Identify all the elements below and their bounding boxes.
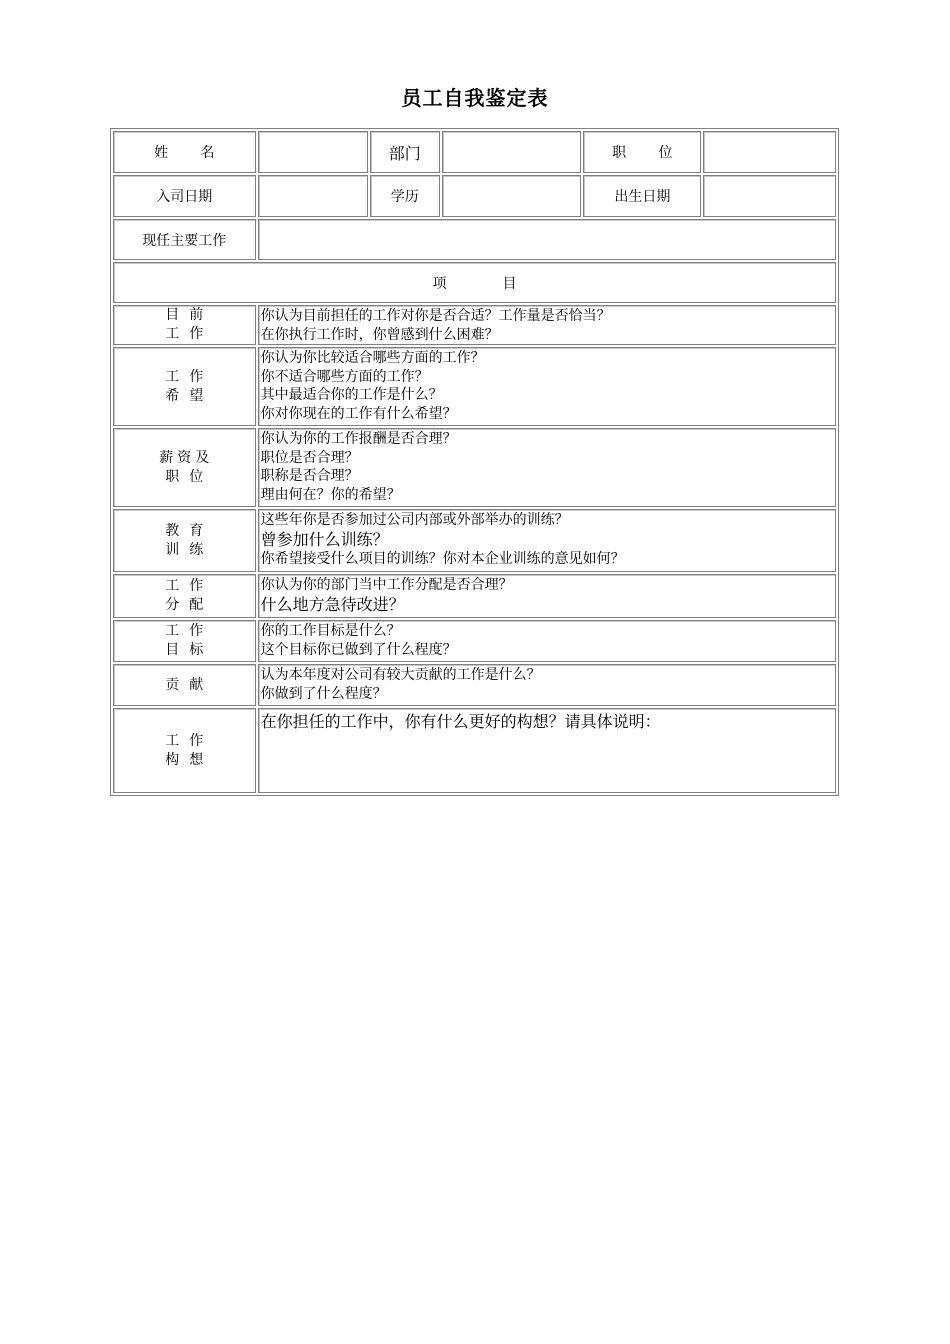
education-field[interactable] (442, 175, 582, 217)
question-text: 这个目标你已做到了什么程度？ (260, 641, 457, 658)
section-label-line2: 构想 (165, 751, 214, 768)
row-basic-info-2 (113, 175, 836, 217)
section-label-line2: 目标 (165, 642, 214, 658)
section-label-line1: 薪资及 (159, 449, 214, 466)
row-basic-info-1 (113, 131, 836, 173)
question-text: 你认为你的部门当中工作分配是否合理？ (260, 577, 513, 593)
question-text: 你认为你比较适合哪些方面的工作？ (260, 350, 485, 366)
section-row-work-hope (113, 347, 836, 426)
section-row-training (113, 509, 836, 572)
section-label (113, 509, 256, 572)
row-current-work (113, 219, 836, 260)
section-label (113, 347, 256, 426)
section-row-contribution (113, 664, 836, 706)
section-label-line1: 工作 (165, 368, 214, 385)
section-label-line2: 职位 (165, 468, 214, 485)
question-text: 你做到了什么程度？ (260, 685, 387, 702)
question-text: 曾参加什么训练？ (260, 529, 389, 549)
section-label (113, 620, 256, 662)
section-label-line1: 工作 (165, 623, 214, 639)
section-row-current-work (113, 305, 836, 345)
position-label: 职 位 (612, 145, 687, 161)
section-label-line2: 训练 (165, 541, 214, 558)
section-label-line1: 工作 (165, 578, 214, 594)
form-title: 员工自我鉴定表 (401, 86, 549, 110)
join-date-label: 入司日期 (113, 175, 256, 217)
question-text: 在你执行工作时，你曾感到什么困难？ (260, 326, 499, 343)
question-text: 认为本年度对公司有较大贡献的工作是什么？ (260, 667, 541, 683)
section-label (113, 574, 256, 618)
section-row-salary (113, 428, 836, 507)
section-answer-area[interactable] (258, 574, 836, 618)
position-field[interactable] (703, 131, 836, 173)
section-label-line1: 目前 (165, 307, 214, 323)
section-label (113, 428, 256, 507)
question-text: 你不适合哪些方面的工作？ (260, 368, 429, 385)
section-row-assignment (113, 574, 836, 618)
row-items-header (113, 262, 836, 303)
dept-field[interactable] (442, 131, 582, 173)
self-assessment-table (110, 128, 839, 796)
name-label: 姓 名 (154, 145, 229, 161)
section-row-ideas (113, 708, 836, 793)
section-label-line2: 分配 (165, 597, 214, 613)
section-label (113, 305, 256, 345)
section-answer-area[interactable] (258, 620, 836, 662)
items-header-cell (113, 262, 836, 303)
section-answer-area[interactable] (258, 305, 836, 345)
question-text: 你的工作目标是什么？ (260, 623, 401, 639)
section-answer-area[interactable] (258, 347, 836, 426)
current-work-label: 现任主要工作 (113, 219, 256, 260)
name-label-cell (113, 131, 256, 173)
question-text: 你认为你的工作报酬是否合理？ (260, 431, 457, 447)
question-text: 你对你现在的工作有什么希望？ (260, 405, 457, 422)
section-label-line1: 贡献 (165, 676, 214, 693)
section-label (113, 708, 256, 793)
section-label-line2: 工作 (165, 326, 214, 342)
question-text: 什么地方急待改进？ (260, 594, 405, 614)
dept-label: 部门 (370, 131, 440, 173)
section-label-line2: 希望 (165, 387, 214, 404)
section-label-line1: 工作 (165, 732, 214, 749)
items-header: 项目 (432, 275, 573, 292)
question-text: 其中最适合你的工作是什么？ (260, 387, 443, 403)
section-answer-area[interactable] (258, 708, 836, 793)
section-row-goals (113, 620, 836, 662)
position-label-cell (583, 131, 701, 173)
question-text: 在你担任的工作中，你有什么更好的构想？请具体说明： (260, 712, 661, 731)
question-text: 这些年你是否参加过公司内部或外部举办的训练？ (260, 512, 569, 528)
section-answer-area[interactable] (258, 428, 836, 507)
section-answer-area[interactable] (258, 509, 836, 572)
section-label-line1: 教育 (165, 522, 214, 539)
question-text: 职位是否合理？ (260, 449, 359, 466)
education-label: 学历 (370, 175, 440, 217)
birth-date-label: 出生日期 (583, 175, 701, 217)
birth-date-field[interactable] (703, 175, 836, 217)
name-field[interactable] (258, 131, 368, 173)
join-date-field[interactable] (258, 175, 368, 217)
current-work-field[interactable] (258, 219, 836, 260)
question-text: 职称是否合理？ (260, 468, 359, 484)
question-text: 你认为目前担任的工作对你是否合适？工作量是否恰当？ (260, 308, 611, 324)
section-label (113, 664, 256, 706)
question-text: 你希望接受什么项目的训练？你对本企业训练的意见如何？ (260, 550, 625, 567)
question-text: 理由何在？你的希望？ (260, 486, 401, 503)
section-answer-area[interactable] (258, 664, 836, 706)
